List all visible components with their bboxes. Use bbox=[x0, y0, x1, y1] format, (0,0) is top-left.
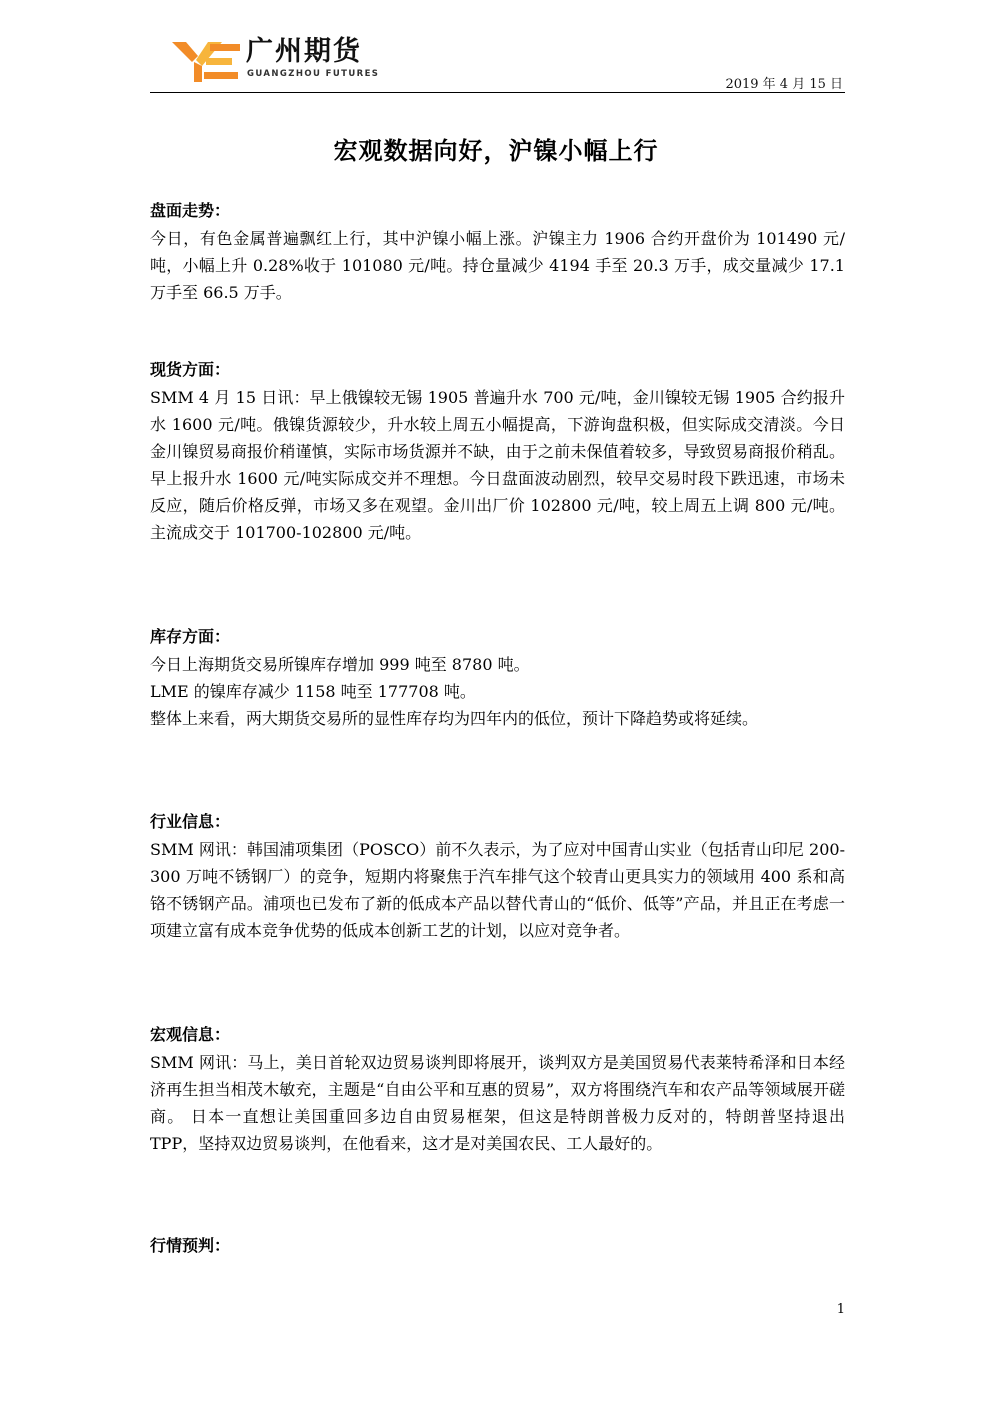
page-number: 1 bbox=[836, 1302, 845, 1317]
paragraph: SMM 网讯：马上，美日首轮双边贸易谈判即将展开，谈判双方是美国贸易代表莱特希泽和日本经济再生担当相茂木敏充，主题是“自由公平和互惠的贸易”，双方将围绕汽车和农产品等领域展开磋商。 日本一直想让美国重回多边自由贸易框架，但这是特朗普极力反对的，特朗普坚持退出 TPP，坚持双边贸易谈判，在他看来，这才是对美国农民、工人最好的。 bbox=[150, 1053, 845, 1153]
section-inventory bbox=[150, 623, 845, 808]
section-heading: 行情预判： bbox=[150, 1236, 231, 1255]
section-heading: 行业信息： bbox=[150, 812, 231, 831]
section-industry bbox=[150, 808, 845, 1021]
paragraph: 整体上来看，两大期货交易所的显性库存均为四年内的低位，预计下降趋势或将延续。 bbox=[150, 709, 759, 728]
section-market-trend bbox=[150, 197, 845, 356]
logo-text-cn: 广州期货 bbox=[246, 36, 362, 67]
paragraph: SMM 网讯：韩国浦项集团（POSCO）前不久表示，为了应对中国青山实业（包括青山印尼 200-300 万吨不锈钢厂）的竞争，短期内将聚焦于汽车排气这个较青山更具实力的领域用 400 系和高铬不锈钢产品。浦项也已发布了新的低成本产品以替代青山的“低价、低等”产品，并且正在考虑一项建立富有成本竞争优势的低成本创新工艺的计划，以应对竞争者。 bbox=[150, 840, 845, 940]
section-heading: 盘面走势： bbox=[150, 201, 231, 220]
section-heading: 宏观信息： bbox=[150, 1025, 231, 1044]
page-header bbox=[150, 36, 845, 93]
section-macro bbox=[150, 1021, 845, 1232]
report-title: 宏观数据向好，沪镍小幅上行 bbox=[333, 137, 659, 165]
logo-text-en: GUANGZHOU FUTURES bbox=[247, 69, 380, 79]
paragraph: 今日，有色金属普遍飘红上行，其中沪镍小幅上涨。沪镍主力 1906 合约开盘价为 101490 元/吨，小幅上升 0.28%收于 101080 元/吨。持仓量减少 4194 手至 20.3 万手，成交量减少 17.1 万手至 66.5 万手。 bbox=[150, 229, 845, 302]
report-date: 2019 年 4 月 15 日 bbox=[725, 77, 843, 92]
section-heading: 库存方面： bbox=[150, 627, 231, 646]
section-heading: 现货方面： bbox=[150, 360, 231, 379]
guangzhou-futures-logo-icon bbox=[172, 40, 240, 84]
paragraph: SMM 4 月 15 日讯：早上俄镍较无锡 1905 普遍升水 700 元/吨，金川镍较无锡 1905 合约报升水 1600 元/吨。俄镍货源较少，升水较上周五小幅提高，下游询盘积极，但实际成交清淡。今日金川镍贸易商报价稍谨慎，实际市场货源并不缺，由于之前未保值着较多，导致贸易商报价稍乱。早上报升水 1600 元/吨实际成交并不理想。今日盘面波动剧烈，较早交易时段下跌迅速，市场未反应，随后价格反弹，市场又多在观望。金川出厂价 102800 元/吨，较上周五上调 800 元/吨。主流成交于 101700-102800 元/吨。 bbox=[150, 388, 845, 542]
section-forecast bbox=[150, 1232, 845, 1260]
report-body bbox=[150, 197, 845, 1260]
header-rule bbox=[150, 92, 845, 93]
paragraph: 今日上海期货交易所镍库存增加 999 吨至 8780 吨。 bbox=[150, 655, 530, 674]
section-spot bbox=[150, 356, 845, 623]
paragraph: LME 的镍库存减少 1158 吨至 177708 吨。 bbox=[150, 682, 476, 701]
